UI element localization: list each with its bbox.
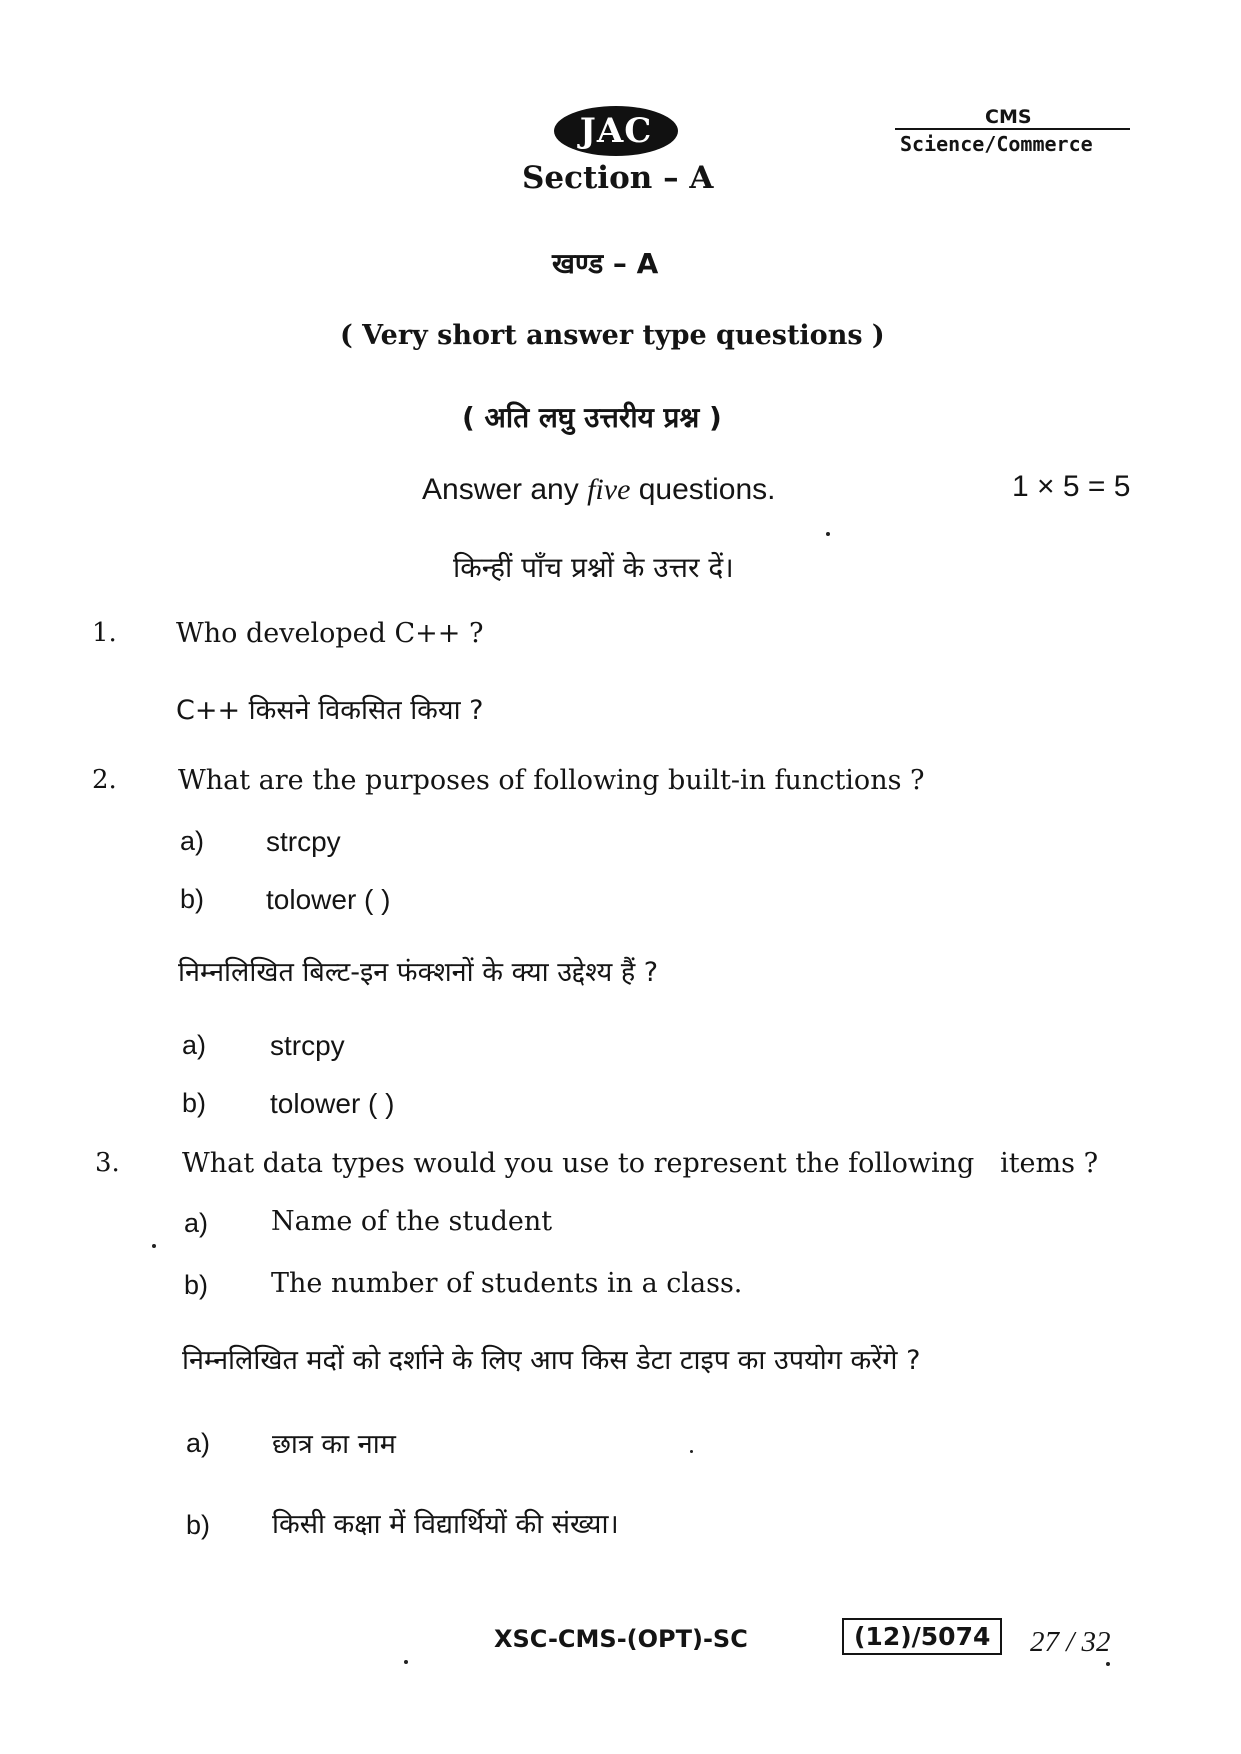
instruction-en-emphasis: five <box>587 473 631 506</box>
jac-logo <box>554 106 678 156</box>
option-text: किसी कक्षा में विद्यार्थियों की संख्या। <box>272 1509 619 1540</box>
question-number: 1. <box>92 618 117 648</box>
instruction-en-post: questions. <box>630 473 776 506</box>
option-label: b) <box>184 1270 209 1300</box>
question-number: 3. <box>95 1148 120 1178</box>
instruction-en-pre: Answer any <box>422 473 588 506</box>
option-text: tolower ( ) <box>266 884 391 915</box>
option-label: a) <box>180 826 205 856</box>
option-label: a) <box>186 1428 211 1458</box>
scan-speck <box>404 1660 408 1664</box>
paper-code: XSC-CMS-(OPT)-SC <box>494 1625 748 1653</box>
subject-code: CMS <box>985 106 1032 128</box>
marks-allocation: 1 × 5 = 5 <box>1012 470 1131 503</box>
logo-text: JAC <box>579 111 653 151</box>
option-text: The number of students in a class. <box>271 1268 743 1299</box>
scan-speck <box>152 1244 156 1248</box>
section-title-hi: खण्ड – A <box>552 247 659 280</box>
question-text-en: Who developed C++ ? <box>176 618 484 649</box>
scan-speck <box>826 532 830 536</box>
subject-divider <box>895 128 1130 130</box>
question-type-en: ( Very short answer type questions ) <box>340 320 885 351</box>
option-label: b) <box>186 1510 211 1540</box>
option-text: tolower ( ) <box>270 1088 395 1119</box>
option-label: a) <box>184 1208 209 1238</box>
question-text-hi: निम्नलिखित बिल्ट-इन फंक्शनों के क्या उद्देश्य हैं ? <box>178 957 659 988</box>
page-number: 27 / 32 <box>1030 1626 1111 1658</box>
booklet-code-box: (12)/5074 <box>842 1618 1002 1655</box>
option-text: strcpy <box>270 1030 345 1061</box>
question-text-hi: C++ किसने विकसित किया ? <box>176 695 484 726</box>
instruction-en <box>422 473 775 507</box>
question-text-hi: निम्नलिखित मदों को दर्शाने के लिए आप किस डेटा टाइप का उपयोग करेंगे ? <box>182 1345 921 1376</box>
option-label: a) <box>182 1030 207 1060</box>
stream-label: Science/Commerce <box>900 132 1093 156</box>
option-label: b) <box>180 884 205 914</box>
option-label: b) <box>182 1088 207 1118</box>
option-text: छात्र का नाम <box>272 1429 396 1460</box>
scan-speck <box>690 1450 693 1453</box>
option-text: strcpy <box>266 826 341 857</box>
option-text: Name of the student <box>271 1206 553 1237</box>
question-text-en: What are the purposes of following built-in functions ? <box>178 765 925 796</box>
question-text-en: What data types would you use to represent the following items ? <box>182 1148 1099 1179</box>
scan-speck <box>1106 1662 1110 1666</box>
section-title-en: Section – A <box>522 160 714 196</box>
question-number: 2. <box>92 765 117 795</box>
instruction-hi: किन्हीं पाँच प्रश्नों के उत्तर दें। <box>453 551 734 584</box>
question-type-hi: ( अति लघु उत्तरीय प्रश्न ) <box>462 401 722 434</box>
